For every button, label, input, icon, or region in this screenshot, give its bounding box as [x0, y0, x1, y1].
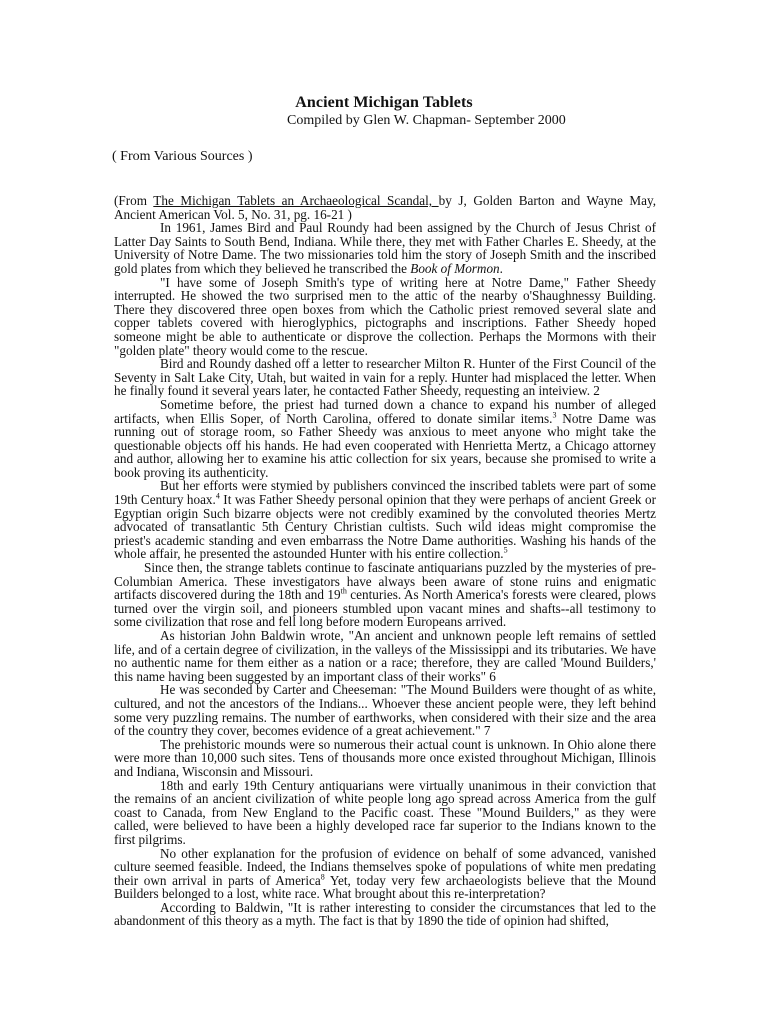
body-text	[114, 194, 656, 928]
citation-book-title: The Michigan Tablets an Archaeological Scandal,	[153, 193, 439, 208]
paragraph-4-text: Sometime before, the priest had turned down a chance to expand his number of alleged artifacts, when Ellis Soper, of North Carolina, offered to donate similar items.	[114, 396, 656, 426]
paragraph-11	[114, 847, 656, 901]
paragraph-2: "I have some of Joseph Smith's type of writing here at Notre Dame," Father Sheedy interrupted. He showed the two surprised men to the attic of the nearby o'Shaughnessy Building. There they discovered three open boxes from which the Catholic priest removed several slate and copper tablets covered with hieroglyphics, pictographs and inscriptions. Father Sheedy hoped someone might be able to authenticate or disprove the collection. Perhaps the Mormons with their "golden plate" theory would come to the rescue.	[114, 274, 656, 358]
footnote-marker: 5	[503, 546, 508, 556]
paragraph-12: According to Baldwin, "It is rather interesting to consider the circumstances that led to the abandonment of this theory as a myth. The fact is that by 1890 the tide of opinion had shifted,	[114, 899, 656, 929]
footnote-marker: 8	[320, 872, 325, 882]
paragraph-1	[114, 221, 656, 275]
paragraph-8: He was seconded by Carter and Cheeseman: "The Mound Builders were thought of as white, cultured, and not the ancestors of the Indians... Whoever these ancient people were, they left behind some very puzzling remains. The number of earthworks, when considered with their size and the area of the country they cover, becomes evidence of a great achievement." 7	[114, 682, 656, 739]
paragraph-11-text: No other explanation for the profusion of evidence on behalf of some advanced, vanished culture seemed feasible. Indeed, the Indians themselves spoke of populations of white men predating their own arrival in parts of America	[114, 845, 656, 888]
paragraph-1-text: In 1961, James Bird and Paul Roundy had been assigned by the Church of Jesus Christ of Latter Day Saints to South Bend, Indiana. While there, they met with Father Charles E. Sheedy, at the University of Notre Dame. The two missionaries told him the story of Joseph Smith and the inscribed gold plates from which they believed he transcribed the	[114, 220, 656, 276]
sources-note: ( From Various Sources )	[112, 149, 253, 164]
paragraph-3: Bird and Roundy dashed off a letter to researcher Milton R. Hunter of the First Council of the Seventy in Salt Lake City, Utah, but waited in vain for a reply. Hunter had misplaced the letter. When he finally found it several years later, he contacted Father Sheedy, requesting an inteiview. 2	[114, 356, 656, 399]
paragraph-6-rest: centuries. As North America's forests were cleared, plows turned over the virgin soil, and pioneers stumbled upon vacant mines and shafts--all testimony to some civilization that rose and fell long before modern Europeans arrived.	[114, 587, 656, 630]
paragraph-7: As historian John Baldwin wrote, "An ancient and unknown people left remains of settled life, and of a certain degree of civilization, in the valleys of the Mississippi and its tributaries. We have no authentic name for them either as a nation or a race; therefore, they are called 'Mound Builders,' this name having been suggested by an important class of their works" 6	[114, 628, 656, 684]
superscript-th: th	[340, 586, 347, 596]
paragraph-5-text: But her efforts were stymied by publishers convinced the inscribed tablets were part of some 19th Century hoax.	[114, 478, 656, 508]
footnote-marker: 3	[552, 410, 557, 420]
paragraph-10: 18th and early 19th Century antiquarians were virtually unanimous in their conviction that the remains of an ancient civilization of white people long ago spread across America from the gulf coast to Canada, from New England to the Pacific coast. These "Mound Builders," as they were called, were believed to have been a highly developed race far superior to the Indians known to the first pilgrims.	[114, 777, 656, 847]
paragraph-9: The prehistoric mounds were so numerous their actual count is unknown. In Ohio alone there were more than 10,000 such sites. Tens of thousands more once existed throughout Michigan, Illinois and Indiana, Wisconsin and Missouri.	[114, 736, 656, 779]
citation-paragraph	[114, 194, 656, 221]
paragraph-5	[114, 479, 656, 561]
document-title: Ancient Michigan Tablets	[295, 94, 473, 111]
paragraph-4-rest: Notre Dame was running out of storage room, so Father Sheedy was anxious to meet anyone who might take the questionable objects off his hands. He had even cooperated with Henrietta Mertz, a Chicago attorney and author, allowing her to examine his attic collection for six years, because she promised to write a book proving its authenticity.	[114, 410, 656, 480]
paragraph-5-rest: It was Father Sheedy personal opinion that they were perhaps of ancient Greek or Egyptian origin Such bizarre objects were not credibly examined by the convoluted theories Mertz advocated of transatlantic 5th Century Christian cultists. Such wild ideas might compromise the priest's academic standing and even embarrass the Notre Dame authorities. Washing his hands of the whole affair, he presented the astounded Hunter with his entire collection.	[114, 492, 656, 562]
citation-suffix: by J, Golden Barton and Wayne May, Ancient American Vol. 5, No. 31, pg. 16-21 )	[114, 193, 657, 222]
paragraph-1-end: .	[499, 260, 503, 276]
paragraph-11-rest: Yet, today very few archaeologists believe that the Mound Builders belonged to a lost, white race. What brought about this re-interpretation?	[114, 872, 656, 902]
citation-prefix: (From	[114, 193, 154, 208]
paragraph-6-text: Since then, the strange tablets continue to fascinate antiquarians puzzled by the mysteries of pre-Columbian America. These investigators have always been aware of stone ruins and enigmatic artifacts discovered during the 18th and 19	[114, 560, 656, 603]
paragraph-6	[114, 561, 656, 629]
paragraph-4	[114, 398, 656, 480]
book-of-mormon-title: Book of Mormon	[410, 260, 500, 276]
footnote-marker: 4	[215, 491, 220, 501]
document-subtitle: Compiled by Glen W. Chapman- September 2000	[287, 113, 566, 128]
